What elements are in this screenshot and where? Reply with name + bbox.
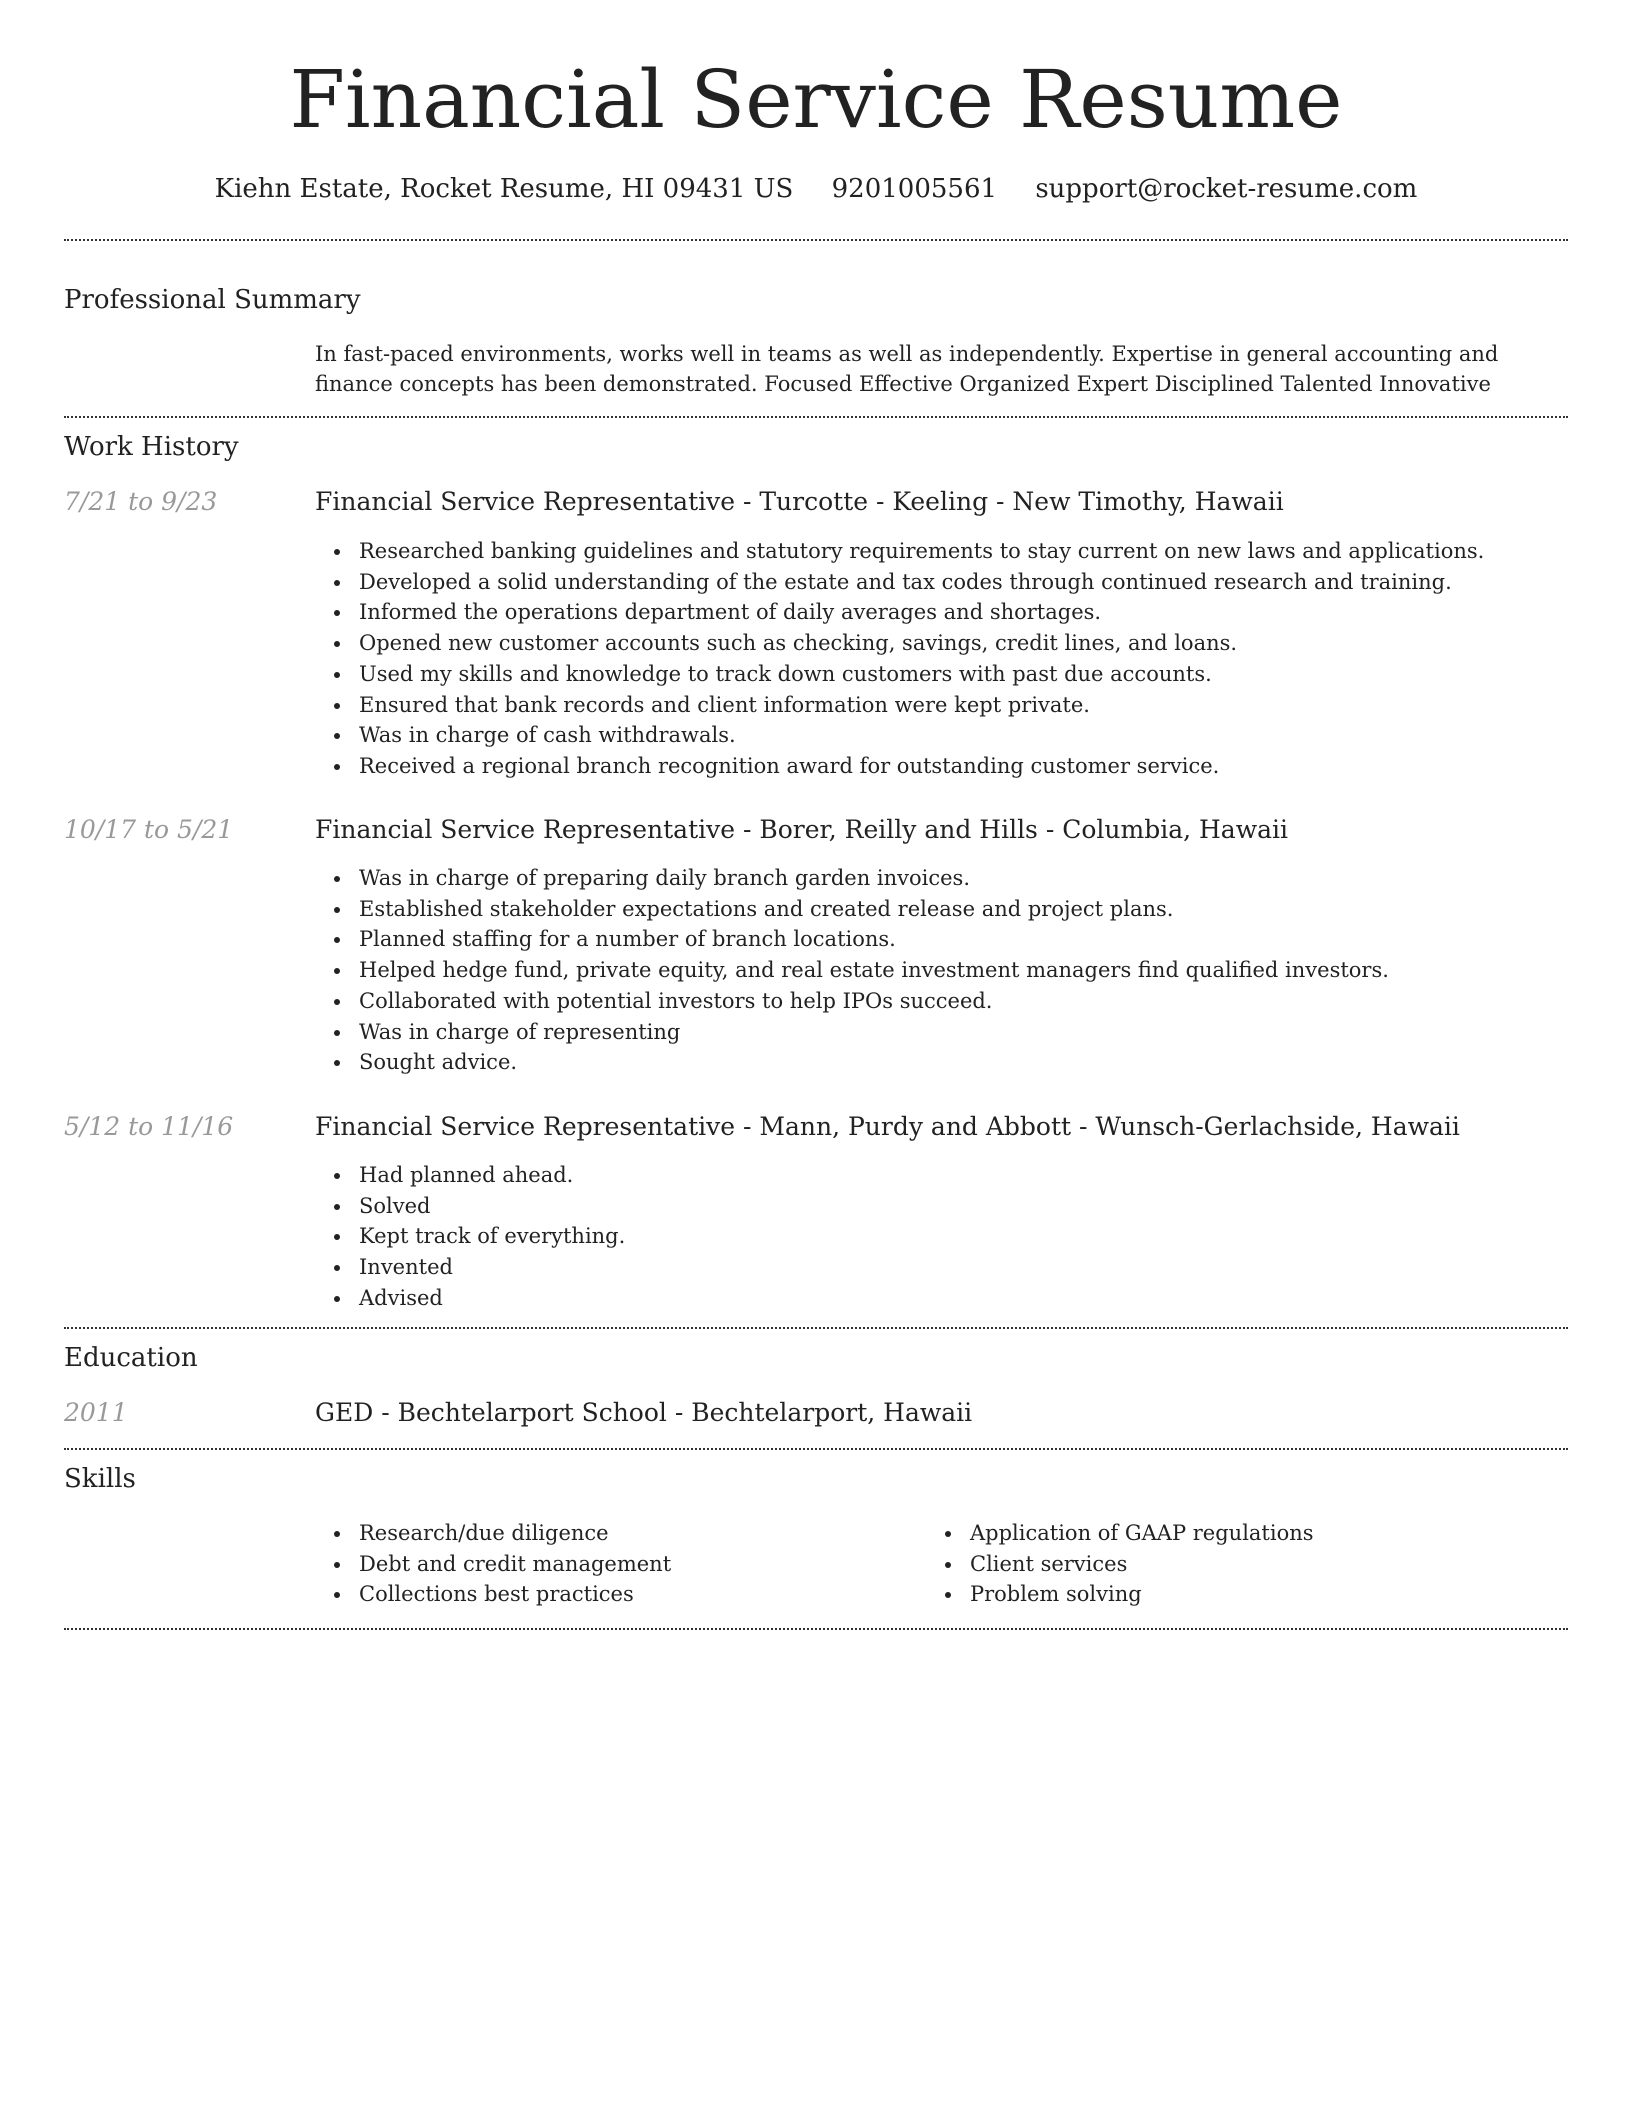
skills-list-right bbox=[926, 1518, 1568, 1610]
list-item: Problem solving bbox=[926, 1579, 1568, 1610]
section-heading-skills: Skills bbox=[64, 1464, 136, 1494]
list-item: Application of GAAP regulations bbox=[926, 1518, 1568, 1549]
job-bullets bbox=[315, 1160, 1568, 1314]
list-item: Research/due diligence bbox=[315, 1518, 925, 1549]
resume-title: Financial Service Resume bbox=[289, 53, 1343, 146]
divider bbox=[64, 239, 1568, 241]
list-item: Ensured that bank records and client information were kept private. bbox=[315, 690, 1568, 721]
list-item: Debt and credit management bbox=[315, 1549, 925, 1580]
skills-list-left bbox=[315, 1518, 925, 1610]
contact-phone: 9201005561 bbox=[831, 174, 998, 204]
list-item: Solved bbox=[315, 1191, 1568, 1222]
list-item: Kept track of everything. bbox=[315, 1221, 1568, 1252]
job-bullets bbox=[315, 863, 1568, 1078]
list-item: Collections best practices bbox=[315, 1579, 925, 1610]
list-item: Was in charge of cash withdrawals. bbox=[315, 720, 1568, 751]
list-item: Was in charge of representing bbox=[315, 1017, 1568, 1048]
list-item: Client services bbox=[926, 1549, 1568, 1580]
job-dates: 5/12 to 11/16 bbox=[64, 1112, 234, 1141]
section-heading-summary: Professional Summary bbox=[64, 285, 361, 315]
job-bullets bbox=[315, 536, 1568, 782]
list-item: Received a regional branch recognition award for outstanding customer service. bbox=[315, 751, 1568, 782]
job-dates: 7/21 to 9/23 bbox=[64, 487, 218, 516]
divider bbox=[64, 1628, 1568, 1630]
section-heading-work-history: Work History bbox=[64, 432, 239, 462]
divider bbox=[64, 416, 1568, 418]
list-item: Developed a solid understanding of the estate and tax codes through continued research and training. bbox=[315, 567, 1568, 598]
education-year: 2011 bbox=[64, 1398, 128, 1427]
list-item: Collaborated with potential investors to help IPOs succeed. bbox=[315, 986, 1568, 1017]
list-item: Planned staffing for a number of branch locations. bbox=[315, 924, 1568, 955]
list-item: Advised bbox=[315, 1283, 1568, 1314]
contact-email: support@rocket-resume.com bbox=[1035, 174, 1418, 204]
list-item: Opened new customer accounts such as checking, savings, credit lines, and loans. bbox=[315, 628, 1568, 659]
list-item: Was in charge of preparing daily branch garden invoices. bbox=[315, 863, 1568, 894]
education-title: GED - Bechtelarport School - Bechtelarport, Hawaii bbox=[315, 1398, 973, 1427]
contact-address: Kiehn Estate, Rocket Resume, HI 09431 US bbox=[214, 174, 794, 204]
list-item: Used my skills and knowledge to track down customers with past due accounts. bbox=[315, 659, 1568, 690]
job-dates: 10/17 to 5/21 bbox=[64, 815, 234, 844]
list-item: Researched banking guidelines and statutory requirements to stay current on new laws and applications. bbox=[315, 536, 1568, 567]
contact-line bbox=[64, 172, 1568, 206]
list-item: Informed the operations department of daily averages and shortages. bbox=[315, 597, 1568, 628]
section-heading-education: Education bbox=[64, 1343, 198, 1373]
list-item: Helped hedge fund, private equity, and real estate investment managers find qualified investors. bbox=[315, 955, 1568, 986]
list-item: Sought advice. bbox=[315, 1047, 1568, 1078]
divider bbox=[64, 1327, 1568, 1329]
divider bbox=[64, 1448, 1568, 1450]
job-title: Financial Service Representative - Borer, Reilly and Hills - Columbia, Hawaii bbox=[315, 815, 1289, 844]
list-item: Invented bbox=[315, 1252, 1568, 1283]
summary-text: In fast-paced environments, works well in teams as well as independently. Expertise in general accounting and finance concepts has been demonstrated. Focused Effective Organized Expert Disciplined Talented Innovative bbox=[315, 342, 1499, 396]
job-title: Financial Service Representative - Turcotte - Keeling - New Timothy, Hawaii bbox=[315, 487, 1284, 516]
resume-page bbox=[64, 0, 1568, 2112]
list-item: Established stakeholder expectations and created release and project plans. bbox=[315, 894, 1568, 925]
list-item: Had planned ahead. bbox=[315, 1160, 1568, 1191]
job-title: Financial Service Representative - Mann, Purdy and Abbott - Wunsch-Gerlachside, Hawaii bbox=[315, 1112, 1460, 1141]
